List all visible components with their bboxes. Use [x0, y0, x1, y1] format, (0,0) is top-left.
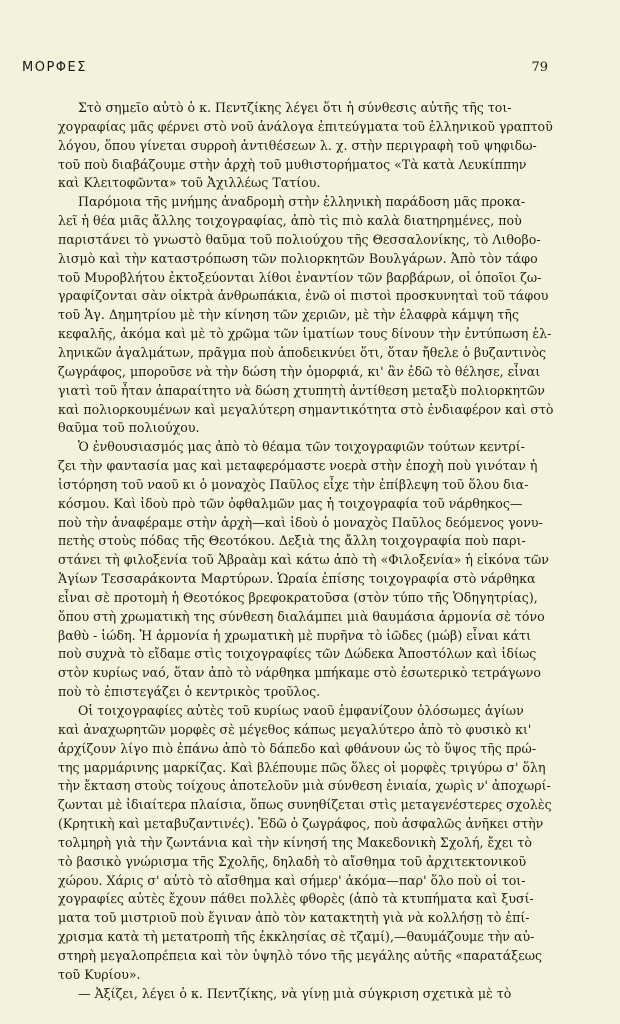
- text-line: της μαρμάρινης μαρκίζας. Καὶ βλέπουμε πῶς ὅλες οἱ μορφὲς τριγύρω σ' ὅλη: [58, 759, 546, 775]
- text-line: λεῖ ἡ θέα μιᾶς ἄλλης τοιχογραφίας, ἀπὸ τὶς πιὸ καλὰ διατηρημένες, ποὺ: [58, 213, 522, 229]
- text-line: Στὸ σημεῖο αὐτὸ ὁ κ. Πεντζίκης λέγει ὅτι ἡ σύνθεσις αὐτῆς τῆς τοι-: [78, 100, 512, 115]
- page-number: 79: [531, 60, 548, 75]
- text-line: Παρόμοια τῆς μνήμης ἀναδρομὴ στὴν ἑλληνικὴ παράδοση μᾶς προκα-: [78, 194, 526, 210]
- text-line: τοῦ Μυροβλήτου ἐκτοξεύονται λίθοι ἐναντίον τῶν βαρβάρων, οἱ ὁποῖοι ζω-: [58, 269, 542, 285]
- text-line: γιατὶ τοῦ ἦταν ἀπαραίτητο νὰ δώση χτυπητὴ ἀντίθεση μεταξὺ πολιορκητῶν: [58, 382, 545, 398]
- text-line: στηρὴ μεγαλοπρέπεια καὶ τὸν ὑψηλὸ τόνο τῆς μεγάλης αὐτῆς «παρατάξεως: [58, 947, 543, 963]
- text-line: θαῦμα τοῦ πολιούχου.: [58, 420, 200, 436]
- text-line: βαθὺ - ἰώδη. Ἡ ἁρμονία ἡ χρωματικὴ μὲ πυρῆνα τὸ ἰῶδες (μώβ) εἶναι κάτι: [58, 627, 532, 643]
- text-line: ἀρχίζουν λίγο πιὸ ἐπάνω ἀπὸ τὸ δάπεδο καὶ φθάνουν ὡς τὸ ὕψος τῆς πρώ-: [58, 740, 537, 756]
- text-line: — Ἀξίζει, λέγει ὁ κ. Πεντζίκης, νὰ γίνῃ μιὰ σύγκριση σχετικὰ μὲ τὸ: [78, 985, 512, 1001]
- text-line: χώρου. Χάρις σ' αὐτὸ τὸ αἴσθημα καὶ σήμερ' ἀκόμα—παρ' ὅλο ποὺ οἱ τοι-: [58, 872, 526, 888]
- text-line: τὴν ἔκταση στοὺς τοίχους ἀποτελοῦν μιὰ σύνθεση ἑνιαία, χωρὶς ν' ἀποχωρί-: [58, 778, 551, 794]
- text-line: παριστάνει τὸ γνωστὸ θαῦμα τοῦ πολιούχου τῆς Θεσσαλονίκης, τὸ Λιθοβο-: [58, 231, 541, 247]
- page-header: [22, 60, 548, 76]
- text-line: ποὺ τὸ ἐπιστεγάζει ὁ κεντρικὸς τροῦλος.: [58, 684, 321, 700]
- text-line: ληνικῶν ἀγαλμάτων, πρᾶγμα ποὺ ἀποδεικνύει ὅτι, ὅταν ἤθελε ὁ βυζαντινὸς: [58, 344, 547, 360]
- text-line: ζωγράφος, μποροῦσε νὰ τὴν δώση τὴν ὁμορφιά, κι' ἂν ἐδῶ τὸ θέλησε, εἶναι: [58, 363, 541, 379]
- text-line: χογραφίας μᾶς φέρνει στὸ νοῦ ἀνάλογα ἐπιτεύγματα τοῦ ἑλληνικοῦ γραπτοῦ: [58, 118, 553, 134]
- text-line: τοῦ Ἁγ. Δημητρίου μὲ τὴν κίνηση τῶν χεριῶν, μὲ τὴν ἐλαφρὰ κάμψη τῆς: [58, 307, 519, 323]
- text-line: τολμηρὴ γιὰ τὴν ζωντάνια καὶ τὴν κίνησή της Μακεδονικὴ Σχολή, ἔχει τὸ: [58, 834, 532, 850]
- text-line: πετὴς στοὺς πόδας τῆς Θεοτόκου. Δεξιὰ της ἄλλη τοιχογραφία ποὺ παρι-: [58, 533, 526, 549]
- text-line: Ὁ ἐνθουσιασμός μας ἀπὸ τὸ θέαμα τῶν τοιχογραφιῶν τούτων κεντρί-: [78, 439, 525, 455]
- text-line: στάνει τὴ φιλοξενία τοῦ Ἀβραὰμ καὶ κάτω ἀπὸ τὴ «Φιλοξενία» ἡ εἰκόνα τῶν: [58, 552, 549, 568]
- text-line: στὸν κυρίως ναό, ὅταν ἀπὸ τὸ νάρθηκα μπήκαμε στὸ ἐσωτερικὸ τετράγωνο: [58, 665, 542, 681]
- running-head: ΜΟΡΦΕΣ: [22, 60, 87, 75]
- text-line: λόγου, ὅπου γίνεται συρροὴ ἀντιθέσεων λ. χ. στὴν περιγραφὴ τοῦ ψηφιδω-: [58, 137, 537, 153]
- text-line: κόσμου. Καὶ ἰδοὺ πρὸ τῶν ὀφθαλμῶν μας ἡ τοιχογραφία τοῦ νάρθηκος—: [58, 495, 523, 511]
- text-line: χογραφίες αὐτὲς ἔχουν πάθει πολλὲς φθορὲς (ἀπὸ τὰ κτυπήματα καὶ ξυσί-: [58, 891, 534, 907]
- text-line: τὸ βασικὸ γνώρισμα τῆς Σχολῆς, δηλαδὴ τὸ αἴσθημα τοῦ ἀρχιτεκτονικοῦ: [58, 853, 527, 869]
- body-text: [58, 99, 564, 1004]
- text-line: ζει τὴν φαντασία μας καὶ μεταφερόμαστε νοερὰ στὴν ἐποχὴ ποὺ γινόταν ἡ: [58, 458, 538, 474]
- text-line: Ἁγίων Τεσσαράκοντα Μαρτύρων. Ὡραία ἐπίσης τοιχογραφία στὸ νάρθηκα: [58, 571, 536, 587]
- text-line: ζωνται μὲ ἰδιαίτερα πλαίσια, ὅπως συνηθίζεται στὶς μεταγενέστερες σχολὲς: [58, 797, 552, 813]
- text-line: τοῦ Κυρίου».: [58, 966, 141, 982]
- text-line: καὶ πολιορκουμένων καὶ μεγαλύτερη σημαντικότητα στὸ ἐνδιαφέρον καὶ στὸ: [58, 401, 554, 417]
- text-line: χρισμα κατὰ τὴ μετατροπὴ τῆς ἐκκλησίας σὲ τζαμί),—θαυμάζουμε τὴν αὐ-: [58, 929, 535, 945]
- text-line: γραφίζονται σὰν οἰκτρὰ ἀνθρωπάκια, ἐνῶ οἱ πιστοὶ προσκυνηταὶ τοῦ τάφου: [58, 288, 549, 304]
- text-line: ποὺ συχνὰ τὸ εἴδαμε στὶς τοιχογραφίες τῶν Δώδεκα Ἀποστόλων καὶ ἰδίως: [58, 646, 537, 662]
- text-line: καὶ Κλειτοφῶντα» τοῦ Ἀχιλλέως Τατίου.: [58, 175, 321, 191]
- text-line: Οἱ τοιχογραφίες αὐτὲς τοῦ κυρίως ναοῦ ἐμφανίζουν ὁλόσωμες ἁγίων: [78, 703, 524, 718]
- text-line: καὶ ἀναχωρητῶν μορφὲς σὲ μέγεθος κάπως μεγαλύτερο ἀπὸ τὸ φυσικὸ κι': [58, 721, 532, 737]
- text-line: ἱστόρηση τοῦ ναοῦ κι ὁ μοναχὸς Παῦλος εἶχε τὴν ἐπίβλεψη τοῦ ὅλου δια-: [58, 476, 529, 492]
- text-line: εἶναι σὲ προτομὴ ἡ Θεοτόκος βρεφοκρατοῦσα (στὸν τύπο τῆς Ὁδηγητρίας),: [58, 589, 538, 605]
- text-line: ποὺ τὴν ἀναφέραμε στὴν ἀρχὴ—καὶ ἰδοὺ ὁ μοναχὸς Παῦλος δεόμενος γονυ-: [58, 514, 543, 530]
- text-line: κεφαλῆς, ἀκόμα καὶ μὲ τὸ χρῶμα τῶν ἱματίων τους δίνουν τὴν ἐντύπωση ἑλ-: [58, 326, 552, 342]
- text-line: λισμὸ καὶ τὴν καταστρόπωση τῶν πολιορκητῶν Βουλγάρων. Ἀπὸ τὸν τάφο: [58, 250, 538, 266]
- text-line: ματα τοῦ μιστριοῦ ποὺ ἔγιναν ἀπὸ τὸν κατακτητὴ γιὰ νὰ κολλήσῃ τὸ ἐπί-: [58, 910, 530, 926]
- text-line: (Κρητικὴ καὶ μεταβυζαντινές). Ἐδῶ ὁ ζωγράφος, ποὺ ἀσφαλῶς ἀνῆκει στὴν: [58, 816, 544, 832]
- text-line: ὅπου στὴ χρωματικὴ της σύνθεση διαλάμπει μιὰ θαυμάσια ἁρμονία σὲ τόνο: [58, 608, 545, 624]
- text-line: τοῦ ποὺ διαβάζουμε στὴν ἀρχὴ τοῦ μυθιστορήματος «Τὰ κατὰ Λευκίππην: [58, 156, 527, 172]
